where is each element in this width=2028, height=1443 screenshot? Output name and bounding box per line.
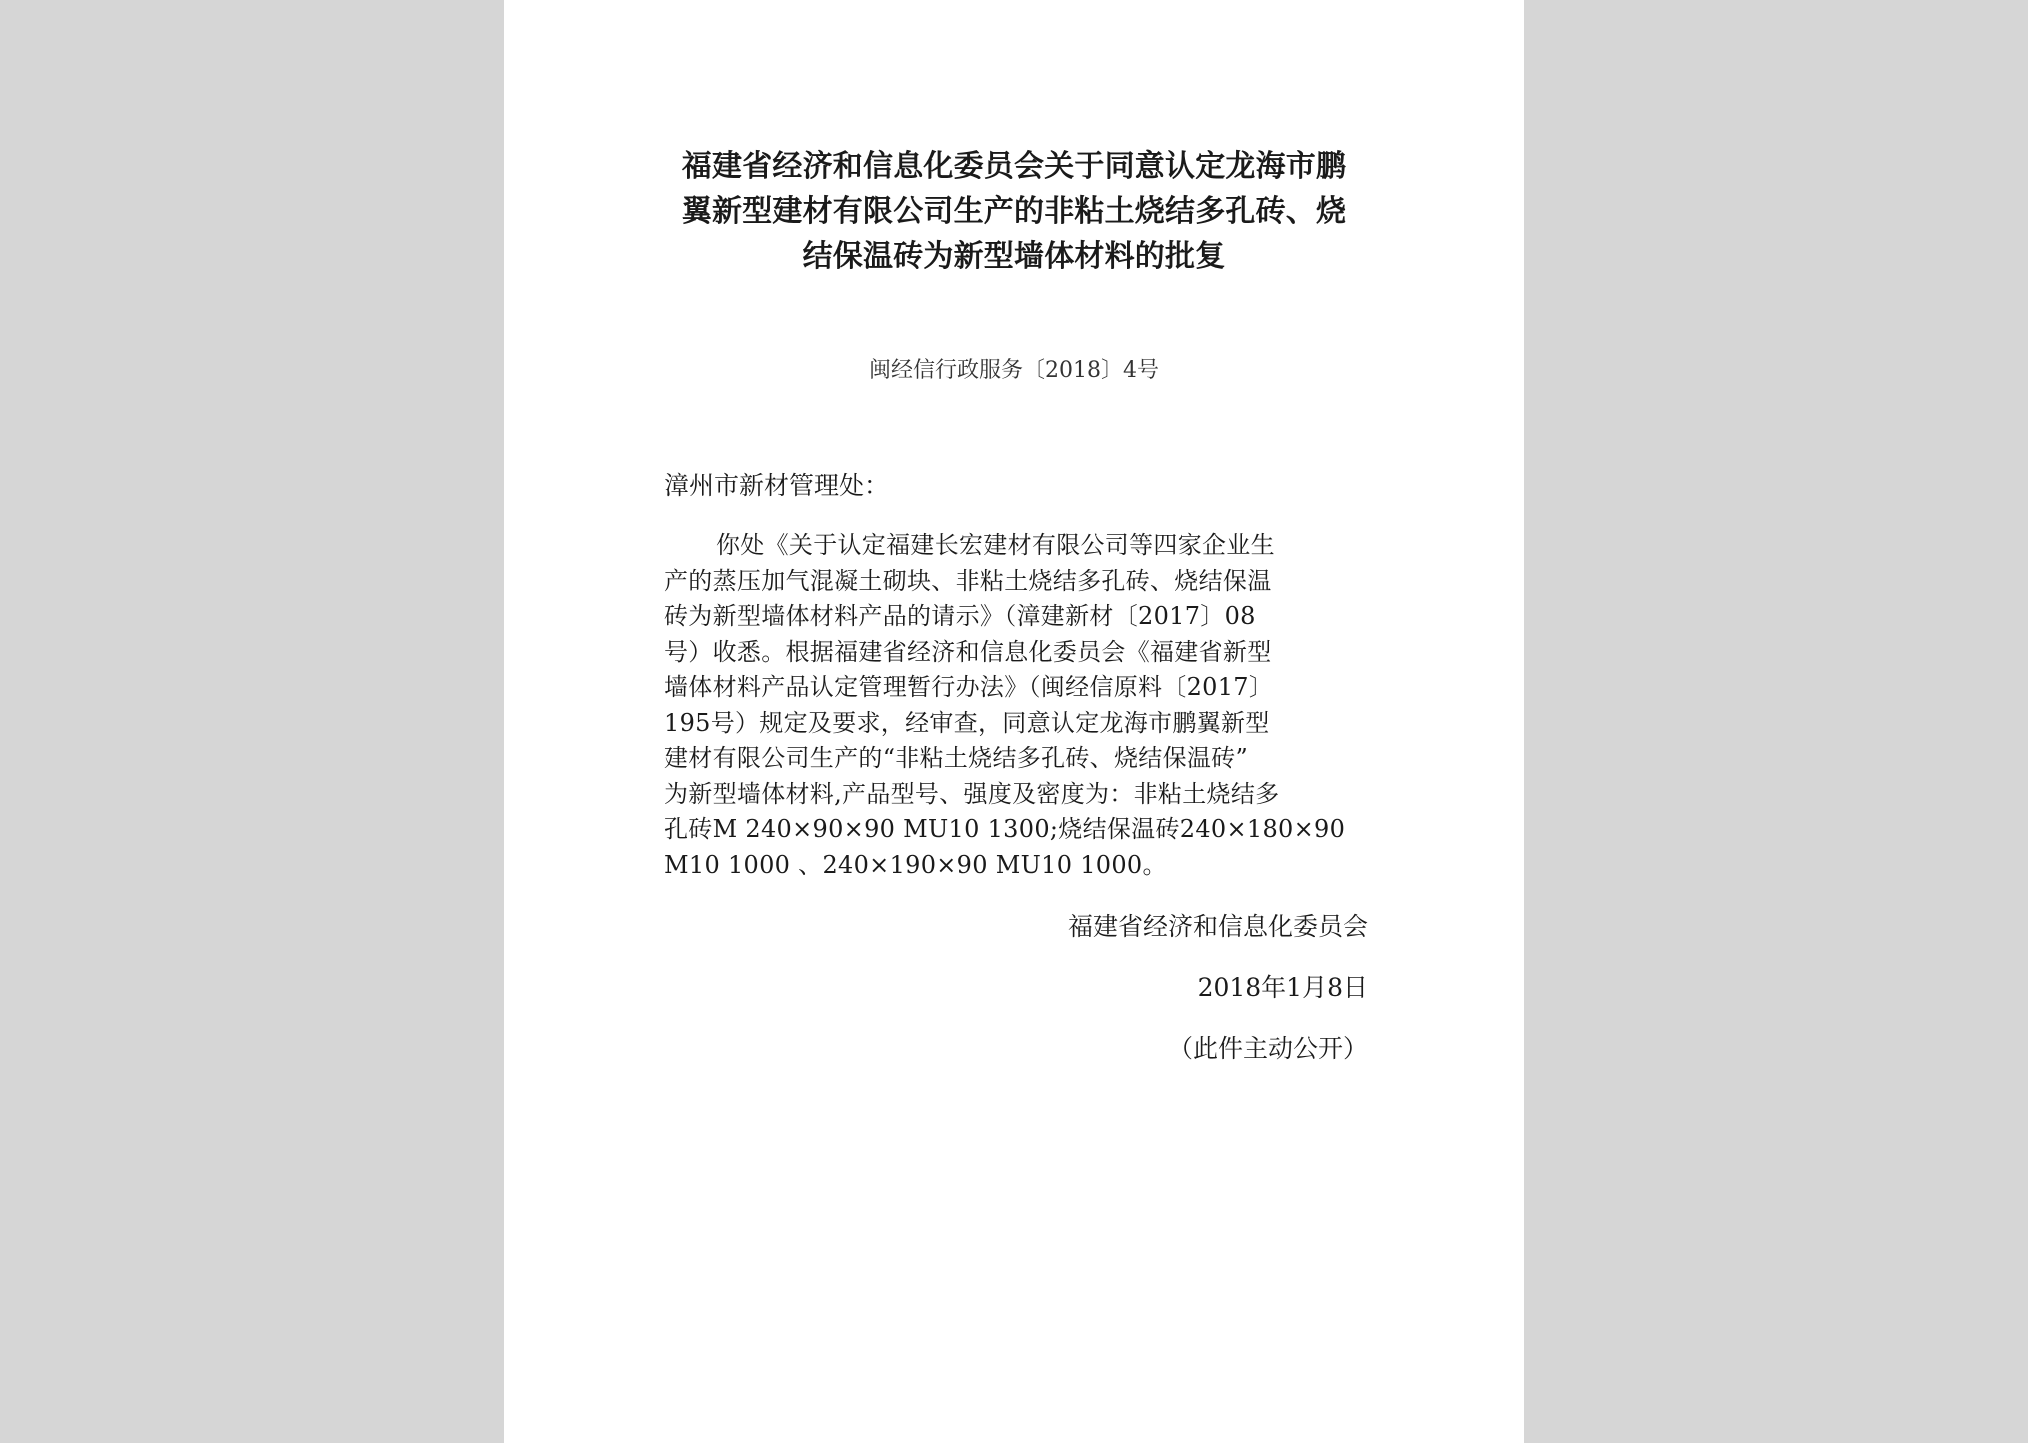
body-line: 你处《关于认定福建长宏建材有限公司等四家企业生 [716, 531, 1275, 559]
disclosure-note: （此件主动公开） [1167, 1034, 1368, 1063]
body-line: 墙体材料产品认定管理暂行办法》（闽经信原料〔2017〕 [664, 673, 1274, 701]
issuer: 福建省经济和信息化委员会 [1067, 912, 1368, 941]
title-line: 结保温砖为新型墙体材料的批复 [802, 239, 1226, 274]
issue-date: 2018年1月8日 [1197, 973, 1368, 1002]
body-line: 号）收悉。根据福建省经济和信息化委员会《福建省新型 [664, 637, 1272, 666]
body-line: 产的蒸压加气混凝土砌块、非粘土烧结多孔砖、烧结保温 [664, 566, 1272, 595]
body-line: 建材有限公司生产的“非粘土烧结多孔砖、烧结保温砖” [664, 744, 1249, 772]
document-number: 闽经信行政服务〔2018〕4号 [869, 358, 1159, 383]
body-line: 砖为新型墙体材料产品的请示》（漳建新材〔2017〕08 [664, 602, 1256, 630]
body-line: 为新型墙体材料,产品型号、强度及密度为：非粘土烧结多 [664, 779, 1280, 808]
body-text [664, 528, 1384, 883]
document-page [504, 0, 1524, 1443]
title-line: 福建省经济和信息化委员会关于同意认定龙海市鹏 [681, 149, 1347, 184]
body-line: 孔砖M 240×90×90 MU10 1300;烧结保温砖240×180×90 [664, 815, 1346, 843]
document-title [669, 144, 1359, 279]
signature-block [1068, 907, 1368, 1090]
body-line: M10 1000 、240×190×90 MU10 1000。 [664, 850, 1167, 879]
recipient: 漳州市新材管理处： [664, 471, 890, 500]
title-line: 翼新型建材有限公司生产的非粘土烧结多孔砖、烧 [681, 194, 1347, 229]
body-line: 195号）规定及要求，经审查，同意认定龙海市鹏翼新型 [664, 708, 1270, 737]
